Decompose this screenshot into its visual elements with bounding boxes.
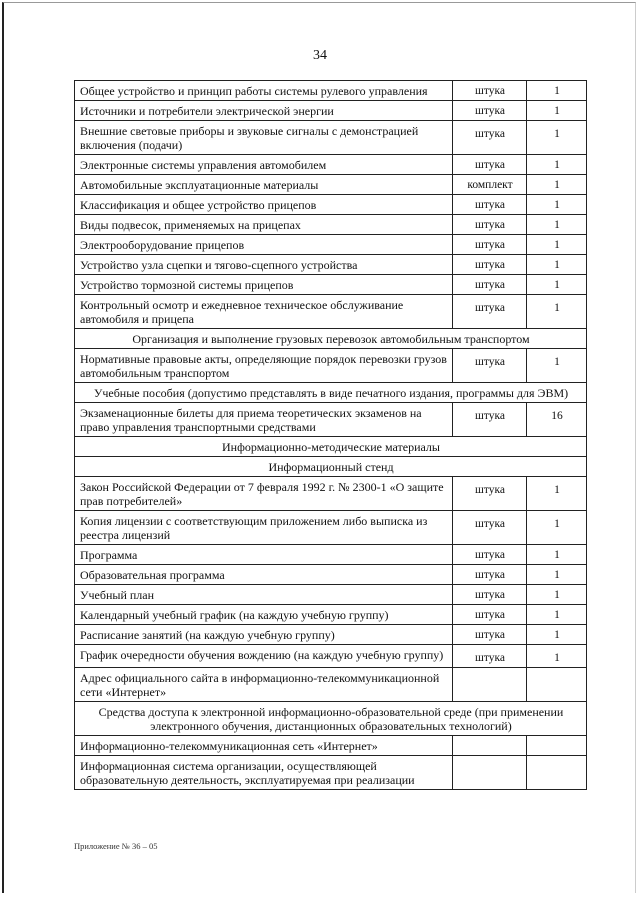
item-quantity: 1 (527, 645, 587, 668)
section-heading: Средства доступа к электронной информационно-образовательной среде (при применении электронного обучения, дистанционных образовательных технологий) (75, 702, 587, 736)
table-row (75, 215, 587, 235)
item-name: Контрольный осмотр и ежедневное техническое обслуживание автомобиля и прицепа (75, 295, 453, 329)
item-name: Образовательная программа (75, 565, 453, 585)
item-quantity: 1 (527, 121, 587, 155)
item-quantity: 1 (527, 235, 587, 255)
item-name: Внешние световые приборы и звуковые сигналы с демонстрацией включения (подачи) (75, 121, 453, 155)
item-quantity (527, 668, 587, 702)
item-quantity: 1 (527, 605, 587, 625)
table-row (75, 511, 587, 545)
item-quantity: 1 (527, 81, 587, 101)
section-heading: Информационно-методические материалы (75, 437, 587, 457)
table-row (75, 235, 587, 255)
table-row (75, 101, 587, 121)
page-number: 34 (313, 48, 327, 63)
equipment-table (74, 80, 587, 790)
item-name: Устройство узла сцепки и тягово-сцепного устройства (75, 255, 453, 275)
table-row (75, 477, 587, 511)
item-name: Устройство тормозной системы прицепов (75, 275, 453, 295)
item-quantity (527, 756, 587, 790)
item-quantity: 1 (527, 215, 587, 235)
item-quantity: 1 (527, 585, 587, 605)
item-quantity: 1 (527, 275, 587, 295)
table-section-row (75, 329, 587, 349)
section-heading: Организация и выполнение грузовых перевозок автомобильным транспортом (75, 329, 587, 349)
footer-note: Приложение № 36 – 05 (74, 841, 158, 851)
item-unit: штука (453, 349, 527, 383)
item-unit: штука (453, 605, 527, 625)
section-heading: Информационный стенд (75, 457, 587, 477)
item-quantity: 1 (527, 565, 587, 585)
table-row (75, 625, 587, 645)
item-name: Электронные системы управления автомобилем (75, 155, 453, 175)
item-unit: штука (453, 585, 527, 605)
item-unit: штука (453, 565, 527, 585)
item-unit: штука (453, 235, 527, 255)
item-quantity: 1 (527, 545, 587, 565)
item-name: Копия лицензии с соответствующим приложением либо выписка из реестра лицензий (75, 511, 453, 545)
item-name: Виды подвесок, применяемых на прицепах (75, 215, 453, 235)
item-quantity: 1 (527, 255, 587, 275)
table-row (75, 295, 587, 329)
item-unit: штука (453, 155, 527, 175)
item-quantity (527, 736, 587, 756)
item-quantity: 1 (527, 477, 587, 511)
table-row (75, 175, 587, 195)
item-name: Учебный план (75, 585, 453, 605)
item-name: График очередности обучения вождению (на каждую учебную группу) (75, 645, 453, 668)
item-quantity: 1 (527, 175, 587, 195)
table-row (75, 605, 587, 625)
table-row (75, 121, 587, 155)
item-name: Программа (75, 545, 453, 565)
item-unit (453, 756, 527, 790)
item-quantity: 1 (527, 625, 587, 645)
table-row (75, 585, 587, 605)
item-unit: штука (453, 477, 527, 511)
table-row (75, 565, 587, 585)
item-name: Нормативные правовые акты, определяющие порядок перевозки грузов автомобильным транспортом (75, 349, 453, 383)
item-unit: штука (453, 121, 527, 155)
item-name: Расписание занятий (на каждую учебную группу) (75, 625, 453, 645)
item-name: Общее устройство и принцип работы системы рулевого управления (75, 81, 453, 101)
item-unit: штука (453, 81, 527, 101)
table-row (75, 645, 587, 668)
table-row (75, 403, 587, 437)
table-section-row (75, 702, 587, 736)
item-quantity: 1 (527, 195, 587, 215)
item-name: Экзаменационные билеты для приема теоретических экзаменов на право управления транспортными средствами (75, 403, 453, 437)
table-row (75, 736, 587, 756)
item-unit (453, 668, 527, 702)
item-unit: штука (453, 275, 527, 295)
item-unit (453, 736, 527, 756)
item-unit: штука (453, 255, 527, 275)
table-section-row (75, 383, 587, 403)
item-name: Информационно-телекоммуникационная сеть «Интернет» (75, 736, 453, 756)
table-row (75, 81, 587, 101)
item-unit: штука (453, 295, 527, 329)
table-row (75, 255, 587, 275)
item-name: Классификация и общее устройство прицепов (75, 195, 453, 215)
item-unit: штука (453, 511, 527, 545)
item-quantity: 1 (527, 295, 587, 329)
table-row (75, 668, 587, 702)
item-name: Закон Российской Федерации от 7 февраля 1992 г. № 2300-1 «О защите прав потребителей» (75, 477, 453, 511)
item-name: Автомобильные эксплуатационные материалы (75, 175, 453, 195)
item-name: Календарный учебный график (на каждую учебную группу) (75, 605, 453, 625)
item-name: Информационная система организации, осуществляющей образовательную деятельность, эксплуатируемая при реализации (75, 756, 453, 790)
table-row (75, 275, 587, 295)
table-row (75, 545, 587, 565)
item-unit: штука (453, 545, 527, 565)
item-quantity: 1 (527, 349, 587, 383)
item-quantity: 1 (527, 155, 587, 175)
item-unit: комплект (453, 175, 527, 195)
item-name: Источники и потребители электрической энергии (75, 101, 453, 121)
item-quantity: 1 (527, 511, 587, 545)
table-section-row (75, 457, 587, 477)
item-quantity: 1 (527, 101, 587, 121)
table-section-row (75, 437, 587, 457)
item-unit: штука (453, 403, 527, 437)
section-heading: Учебные пособия (допустимо представлять в виде печатного издания, программы для ЭВМ) (75, 383, 587, 403)
item-unit: штука (453, 215, 527, 235)
item-unit: штука (453, 625, 527, 645)
item-unit: штука (453, 195, 527, 215)
item-unit: штука (453, 645, 527, 668)
table-row (75, 756, 587, 790)
item-name: Адрес официального сайта в информационно-телекоммуникационной сети «Интернет» (75, 668, 453, 702)
table-row (75, 349, 587, 383)
table-row (75, 155, 587, 175)
item-name: Электрооборудование прицепов (75, 235, 453, 255)
table-row (75, 195, 587, 215)
item-quantity: 16 (527, 403, 587, 437)
item-unit: штука (453, 101, 527, 121)
